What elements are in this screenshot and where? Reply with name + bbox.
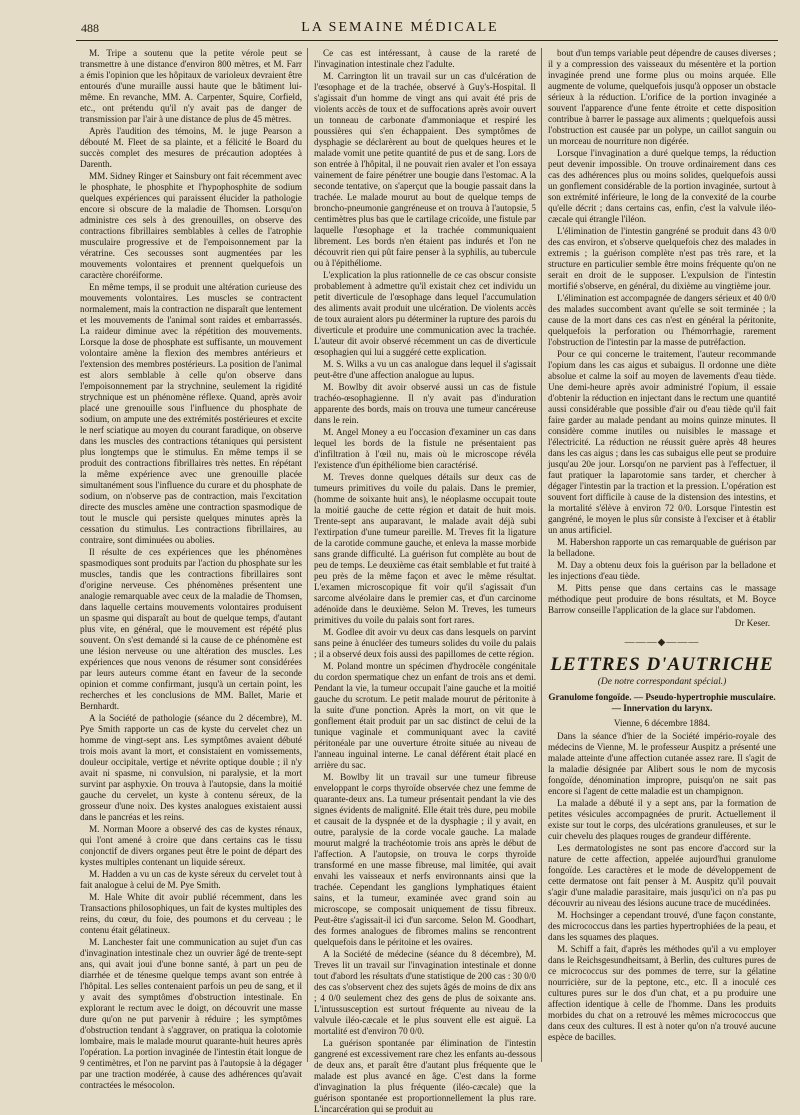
section-subtitle: (De notre correspondant spécial.) (597, 677, 727, 687)
paragraph: La guérison spontanée par élimination de l'intestin gangrené est excessivement rare chez les enfants au-dessous de deux ans, et paraît être d'autant plus fréquente que le malade est plus avancé en âge. C'est dans la forme d'invagination la plus fréquente (iléo-cæcale) que la guérison spontanée est proportionnellement la plus rare. L'incarcération qui se produit au (314, 1038, 536, 1114)
paragraph: Ce cas est intéressant, à cause de la rareté de l'invagination intestinale chez l'adulte. (314, 48, 536, 69)
paragraph: Dans la séance d'hier de la Société império-royale des médecins de Vienne, M. le professeur Auspitz a présenté une malade atteinte d'une affection cutanée assez rare. Il s'agit de la maladie désignée par Alibert sous le nom de mycosis fongoïde, dénomination impropre, puisqu'on ne sait pas encore si l'agent de cette maladie est un champignon. (548, 731, 776, 796)
paragraph: L'élimination de l'intestin gangréné se produit dans 43 0/0 des cas environ, et s'observe quelquefois chez des malades in extremis ; la guérison complète n'est pas très rare, et la structure en particulier semble être moins fréquente qu'on ne serait en droit de le supposer. L'expulsion de l'intestin mortifié s'observe, en général, du dixième au vingtième jour. (548, 226, 776, 291)
paragraph: A la Société de pathologie (séance du 2 décembre), M. Pye Smith rapporte un cas de kyste du cervelet chez un homme de vingt-sept ans. Les symptômes avaient débuté trois mois avant la mort, et consistaient en vomissements, douleur occipitale, vertige et névrite optique double ; il n'y avait ni spasme, ni convulsion, ni paralysie, et la mort survint par asphyxie. On trouva à l'autopsie, dans la moitié gauche du cervelet, un kyste à contenu séreux, de la grosseur d'une noix. Des kystes analogues existaient aussi dans le pancréas et les reins. (80, 713, 302, 822)
paragraph: L'élimination est accompagnée de dangers sérieux et 40 0/0 des malades succombent avant qu'elle se soit terminée ; la cause de la mort dans ces cas n'est en général la péritonite, quelquefois la perforation ou l'hémorrhagie, rarement l'obstruction de l'intestin par la masse de putréfaction. (548, 293, 777, 347)
paragraph: M. Bowlby lit un travail sur une tumeur fibreuse enveloppant le corps thyroïde observée chez une femme de quarante-deux ans. La tumeur présentait pendant la vie des signes évidents de malignité. Elle était très dure, peu mobile et causait de la dyspnée et de la dysphagie ; il y avait, en outre, paralysie de la corde vocale gauche. La malade mourut malgré la trachéotomie trois ans après le début de l'affection. A l'autopsie, on trouva le corps thyroïde transformé en une masse fibreuse, mal limitée, qui avait envahi les vaisseaux et nerfs environnants ainsi que la trachée. Cependant les ganglions lymphatiques étaient sains, et la tumeur, examinée avec grand soin au microscope, se composait uniquement de tissu fibreux. Peut-être s'agissait-il ici d'un sarcome. Selon M. Goodhart, des formes analogues de fibromes malins se rencontrent quelquefois dans le péritoine et les ovaires. (314, 772, 536, 947)
column-right (548, 48, 776, 1062)
column-divider (541, 48, 542, 1062)
paragraph: M. Hadden a vu un cas de kyste séreux du cervelet tout à fait analogue à celui de M. Pye Smith. (80, 869, 302, 890)
paragraph: M. Norman Moore a observé des cas de kystes rénaux, qui l'ont amené à croire que dans certains cas le tissu conjonctif de divers organes peut être le point de départ des kystes multiples contenant un liquide séreux. (80, 824, 302, 867)
page-number: 488 (81, 21, 99, 35)
paragraph: M. Angel Money a eu l'occasion d'examiner un cas dans lequel les bords de la fistule ne présentaient pas d'infiltration à l'œil nu, mais où le microscope révéla l'existence d'un épithéliome bien caractérisé. (314, 427, 536, 470)
paragraph: Pour ce qui concerne le traitement, l'auteur recommande l'opium dans les cas aigus et subaigus. Il ordonne une diète absolue et calme la soif au moyen de lavements d'eau tiède. Une demi-heure après avoir administré l'opium, il essaie d'obtenir la réduction en injectant dans le rectum une quantité aussi considérable que possible d'air ou d'eau tiède qu'il fait faire garder au malade pendant au moins quinze minutes. Il considère comme inutiles ou nuisibles le massage et l'électricité. La réduction ne réussit guère après 48 heures dans les cas aigus ; dans les cas subaigus elle peut se produire jusqu'au 20e jour. Lorsqu'on ne parvient pas à l'effectuer, il faut pratiquer la laparotomie sans tarder, et chercher à dégager l'intestin par la traction et la pression. L'opération est souvent fort difficile à cause de la distension des intestins, et la mortalité s'élève à environ 72 0/0. Lorsque l'intestin est gangréné, le moyen le plus sûr consiste à l'exciser et à établir un anus artificiel. (548, 349, 776, 535)
paragraph: M. S. Wilks a vu un cas analogue dans lequel il s'agissait peut-être d'une affection analogue au lupus. (314, 359, 536, 380)
column-divider (307, 48, 308, 1062)
paragraph: M. Schiff a fait, d'après les méthodes qu'il a vu employer dans le Reichsgesundheitsamt, à Berlin, des cultures pures de ce micrococcus sur des pommes de terre, sur la gélatine nourricière, sur de la peptone, etc., etc. Il a inoculé ces cultures pures sur le dos d'un chat, et a pu produire une affection identique à celle de l'homme. Dans les produits morbides du chat on a retrouvé les mêmes micrococcus que dans ceux des cultures. Il est à noter qu'on n'a trouvé aucune espèce de bacilles. (548, 944, 776, 1042)
paragraph: M. Poland montre un spécimen d'hydrocèle congénitale du cordon spermatique chez un enfant de trois ans et demi. Pendant la vie, la tumeur occupait l'aine gauche et la moitié gauche du scrotum. Le petit malade mourut de péritonite à la suite d'une ponction. Après la mort, on vit que le gonflement était produit par un sac distinct de celui de la tunique vaginale et communiquant avec la cavité péritonéale par une ouverture étroite située au niveau de l'anneau inguinal interne. Le canal déférent était placé en arrière du sac. (314, 661, 536, 770)
paragraph: Lorsque l'invagination a duré quelque temps, la réduction peut devenir impossible. On trouve ordinairement dans ces cas des adhérences plus ou moins solides, quelquefois aussi un gonflement considérable de la portion invaginée, surtout à son extrémité inférieure, le long de la convexité de la courbe qu'elle décrit ; dans certains cas, enfin, c'est la valvule iléo-cæcale qui étrangle l'iléon. (548, 148, 776, 224)
paragraph: La malade a débuté il y a sept ans, par la formation de petites vésicules accompagnées de prurit. Actuellement il existe sur tout le corps, des ulcérations granuleuses, et sur le cuir chevelu des plaques rouges de grandeur différente. (548, 798, 776, 841)
paragraph: Après l'audition des témoins, M. le juge Pearson a débouté M. Fleet de sa plainte, et a félicité le Board du succès complet des mesures de précaution adoptées à Darenth. (80, 126, 302, 169)
paragraph: M. Hale White dit avoir publié récemment, dans les Transactions philosophiques, un fait de kystes multiples des reins, du cœur, du foie, des poumons et du cerveau ; le contenu était gélatineux. (80, 892, 302, 935)
paragraph: M. Day a obtenu deux fois la guérison par la belladone et les injections d'eau tiède. (548, 560, 776, 581)
paragraph: MM. Sidney Ringer et Sainsbury ont fait récemment avec le phosphate, le phosphite et l'hypophosphite de sodium quelques expériences qui paraissent élucider la pathologie encore si obscure de la maladie de Thomsen. Lorsqu'on administre ces sels à des grenouilles, on observe des contractions fibrillaires semblables à celles de l'atrophie musculaire progressive et de l'empoisonnement par la vératrine. Ces secousses sont augmentées par les mouvements volontaires et prennent quelquefois un caractère choréiforme. (80, 171, 302, 280)
paragraph: M. Tripe a soutenu que la petite vérole peut se transmettre à une distance d'environ 800 mètres, et M. Farr a émis l'opinion que les hôpitaux de varioleux devraient être entourés d'une muraille aussi haute que le bâtiment lui-même. En revanche, MM. A. Carpenter, Squire, Corfield, etc., ont prétendu qu'il n'y avait pas de danger de transmission par l'air à une distance de plus de 45 mètres. (80, 48, 302, 124)
header-rule (76, 40, 778, 41)
section-headings: Granulome fongoïde. — Pseudo-hypertrophie musculaire. — Innervation du larynx. (548, 692, 776, 713)
page-header (0, 0, 800, 40)
paragraph: L'explication la plus rationnelle de ce cas obscur consiste probablement à admettre qu'il existait chez cet individu un petit diverticule de l'œsophage dans lequel l'accumulation des aliments avait produit une ulcération. De violents accès de toux auraient alors pu déterminer la rupture des parois du diverticule et produire une communication avec la trachée. L'auteur dit avoir observé récemment un cas de diverticule œsophagien qui lui a suggéré cette explication. (314, 270, 536, 357)
paragraph: M. Godlee dit avoir vu deux cas dans lesquels on parvint sans peine à énucléer des tumeurs solides du voile du palais ; il a observé deux fois aussi des papillomes de cette région. (314, 627, 536, 659)
paragraph: M. Carrington lit un travail sur un cas d'ulcération de l'œsophage et de la trachée, observé à Guy's-Hospital. Il s'agissait d'un homme de vingt ans qui avait été pris de violents accès de toux et de suffocations après avoir ouvert un tonneau de carbonate d'ammoniaque et respiré les poussières qui s'en échappaient. Des symptômes de dysphagie se déclarèrent au bout de quelques heures et le malade vomit une petite quantité de pus et de sang. Lors de son entrée à l'hôpital, il ne pouvait rien avaler et l'on essaya vainement de faire pénétrer une bougie dans l'estomac. A la seconde tentative, on s'aperçut que la bougie passait dans la trachée. Le malade mourut au bout de quelque temps de broncho-pneumonie gangréneuse et on trouva à l'autopsie, 5 centimètres plus bas que le cartilage cricoïde, une fistule par laquelle l'œsophage et la trachée communiquaient librement. Les bords n'en étaient pas indurés et l'on ne découvrit rien qui pût faire penser à la syphilis, au tubercule ou à l'épithéliome. (314, 71, 536, 268)
section-title: LETTRES D'AUTRICHE (550, 654, 774, 675)
journal-title: LA SEMAINE MÉDICALE (301, 20, 499, 35)
paragraph: M. Pitts pense que dans certains cas le massage méthodique peut produire de bons résultats, et M. Boyce Barrow conseille l'application de la glace sur l'abdomen. (548, 583, 776, 615)
paragraph: Il résulte de ces expériences que les phénomènes spasmodiques sont produits par l'action du phosphate sur les muscles, tandis que les contractions fibrillaires sont d'origine nerveuse. Ces phénomènes présentent une analogie remarquable avec ceux de la maladie de Thomsen, dans laquelle certains mouvements volontaires produisent un spasme qui disparaît au bout de quelque temps, d'autant plus vite, en général, que le mouvement est répété plus souvent. On s'est demandé si la cause de ce phénomène est une lésion nerveuse ou une altération des muscles. Les expériences que nous venons de résumer sont considérées par leurs auteurs comme étant en faveur de la seconde opinion et comme confirmant, jusqu'à un certain point, les recherches et les conclusions de MM. Ballet, Marie et Bernhardt. (80, 547, 302, 711)
paragraph: M. Habershon rapporte un cas remarquable de guérison par la belladone. (548, 537, 776, 558)
paragraph: M. Bowlby dit avoir observé aussi un cas de fistule trachéo-œsophagienne. Il n'y avait pas d'induration apparente des bords, mais on trouva une tumeur cancéreuse dans le rein. (314, 382, 536, 425)
section-ornament: ———◆——— (624, 637, 700, 648)
paragraph: A la Société de médecine (séance du 8 décembre), M. Treves lit un travail sur l'invagination intestinale et donne tout d'abord les résultats d'une statistique de 200 cas : 30 0/0 des cas s'observent chez des sujets âgés de moins de dix ans ; 4 0/0 seulement chez des gens de plus de soixante ans. L'intussusception est surtout fréquente au niveau de la valvule iléo-cæcale et le plus souvent elle est aiguë. La mortalité est d'environ 70 0/0. (314, 949, 536, 1036)
paragraph: Les dermatologistes ne sont pas encore d'accord sur la nature de cette affection, appelée aujourd'hui granulome fongoïde. Les caractères et le mode de développement de cette dermatose ont fait penser à M. Auspitz qu'il pouvait s'agir d'une maladie parasitaire, mais jusqu'ici on n'a pas pu découvrir au niveau des lésions aucune trace de mucédinées. (548, 843, 776, 908)
paragraph: bout d'un temps variable peut dépendre de causes diverses ; il y a compression des vaisseaux du mésentère et la portion invaginée prend une forme plus ou moins arquée. Elle augmente de volume, quelquefois jusqu'à opposer un obstacle sérieux à la réduction. L'orifice de la portion invaginée a souvent l'apparence d'une fente étroite et cette disposition contribue à barrer le passage aux aliments ; quelquefois aussi l'obstruction est causée par un polype, un caillot sanguin ou un morceau de nourriture non digérée. (548, 48, 776, 146)
dateline: Vienne, 6 décembre 1884. (613, 718, 711, 728)
author-signature: Dr Keser. (734, 618, 770, 628)
paragraph: M. Treves donne quelques détails sur deux cas de tumeurs primitives du voile du palais. Dans le premier, (homme de soixante huit ans), le néoplasme occupait toute la moitié gauche de cette région et datait de huit mois. Trente-sept ans auparavant, le malade avait déjà subi l'extirpation d'une tumeur pareille. M. Treves fit la ligature de la carotide commune gauche, et enleva la masse morbide sans grande difficulté. La guérison fut complète au bout de peu de temps. Le deuxième cas était semblable et fut traité à peu près de la même façon et avec le même résultat. L'examen microscopique fit voir qu'il s'agissait d'un sarcome alvéolaire dans le premier cas, et d'un carcinome adénoïde dans le deuxième. Selon M. Treves, les tumeurs primitives du voile du palais sont fort rares. (314, 472, 536, 625)
column-middle (314, 48, 536, 1114)
paragraph: En même temps, il se produit une altération curieuse des mouvements volontaires. Les muscles se contractent normalement, mais la contraction ne disparaît que lentement et les mouvements de l'animal sont raides et embarrassés. La raideur diminue avec la répétition des mouvements. Lorsque la dose de phosphate est suffisante, un mouvement volontaire amène la flexion des membres antérieurs et l'extension des membres postérieurs. La position de l'animal est alors semblable à celle qu'on observe dans l'empoisonnement par la strychnine, seulement la rigidité strychnique est un phénomène réflexe. Quand, après avoir placé une grenouille sous l'influence du phosphate de sodium, on ampute une des extrémités postérieures et excite le nerf sciatique au moyen du courant faradique, on observe dans les muscles des contractions tétaniques qui persistent plus longtemps que le stimulus. En même temps il se produit des contractions fibrillaires très nettes. En répétant la même expérience avec une grenouille placée simultanément sous l'influence du curare et du phosphate de sodium, on n'observe pas de contraction, mais l'excitation directe des muscles amène une contraction spasmodique de tout le muscle qui persiste quelques minutes après la cessation du stimulus. Les contractions fibrillaires, au contraire, sont diminuées ou abolies. (80, 282, 302, 545)
paragraph: M. Hochsinger a cependant trouvé, d'une façon constante, des micrococcus dans les parties hypertrophiées de la peau, et dans les squames des plaques. (548, 910, 776, 942)
column-left (80, 48, 302, 1090)
paragraph: M. Lanchester fait une communication au sujet d'un cas d'invagination intestinale chez un ouvrier âgé de trente-sept ans, qui avait joui d'une bonne santé, à part un peu de diarrhée et de ténesme quelque temps avant son entrée à l'hôpital. Les selles contenaient parfois un peu de sang, et il y avait des symptômes d'obstruction intestinale. En explorant le rectum avec le doigt, on découvrit une masse dure qu'on ne put parvenir à réduire ; les symptômes d'obstruction tendant à s'aggraver, on pratiqua la colotomie lombaire, mais le malade mourut quarante-huit heures après l'opération. La portion invaginée de l'intestin était longue de 9 centimètres, et l'on ne parvint pas à l'autopsie à la dégager par une traction modérée, à cause des adhérences qu'avait contractées le mésocolon. (80, 937, 302, 1090)
